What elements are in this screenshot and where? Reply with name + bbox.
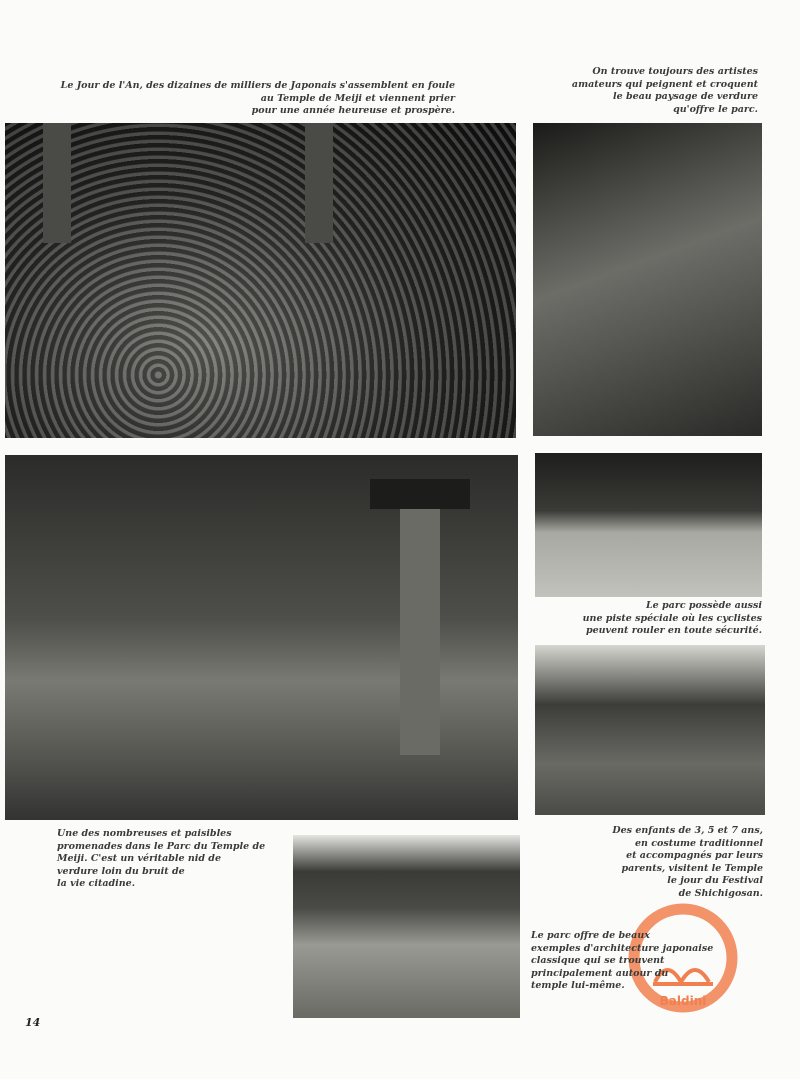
page-number: 14 [25,1016,41,1029]
caption-artists: On trouve toujours des artistes amateurs qui peignent et croquent le beau paysage de verdure qu'offre le parc. [571,66,758,115]
watermark-label: Baldini [659,994,707,1008]
caption-cyclists: Le parc possède aussi une piste spéciale où les cyclistes peuvent rouler en toute sécurité. [582,600,762,636]
photo-artists-painting [533,123,762,436]
caption-new-year: Le Jour de l'An, des dizaines de milliers de Japonais s'assemblent en foule au Temple de Meiji et viennent prier pour une année heureuse et prospère. [60,80,455,116]
photo-temple-architecture [293,835,520,1018]
caption-architecture: Le parc offre de beaux exemples d'architecture japonaise classique qui se trouvent principalement autour du temple lui-même. [531,930,714,991]
photo-crowd-meiji-temple [5,123,516,438]
caption-children: Des enfants de 3, 5 et 7 ans, en costume traditionnel et accompagnés par leurs parents, visitent le Temple le jour du Festival de Shichigosan. [612,825,763,899]
photo-cyclists [535,453,762,597]
photo-park-promenade [5,455,518,820]
caption-promenade: Une des nombreuses et paisibles promenades dans le Parc du Temple de Meiji. C'est un véritable nid de verdure loin du bruit de la vie citadine. [57,828,266,889]
photo-children-kimono [535,645,765,815]
